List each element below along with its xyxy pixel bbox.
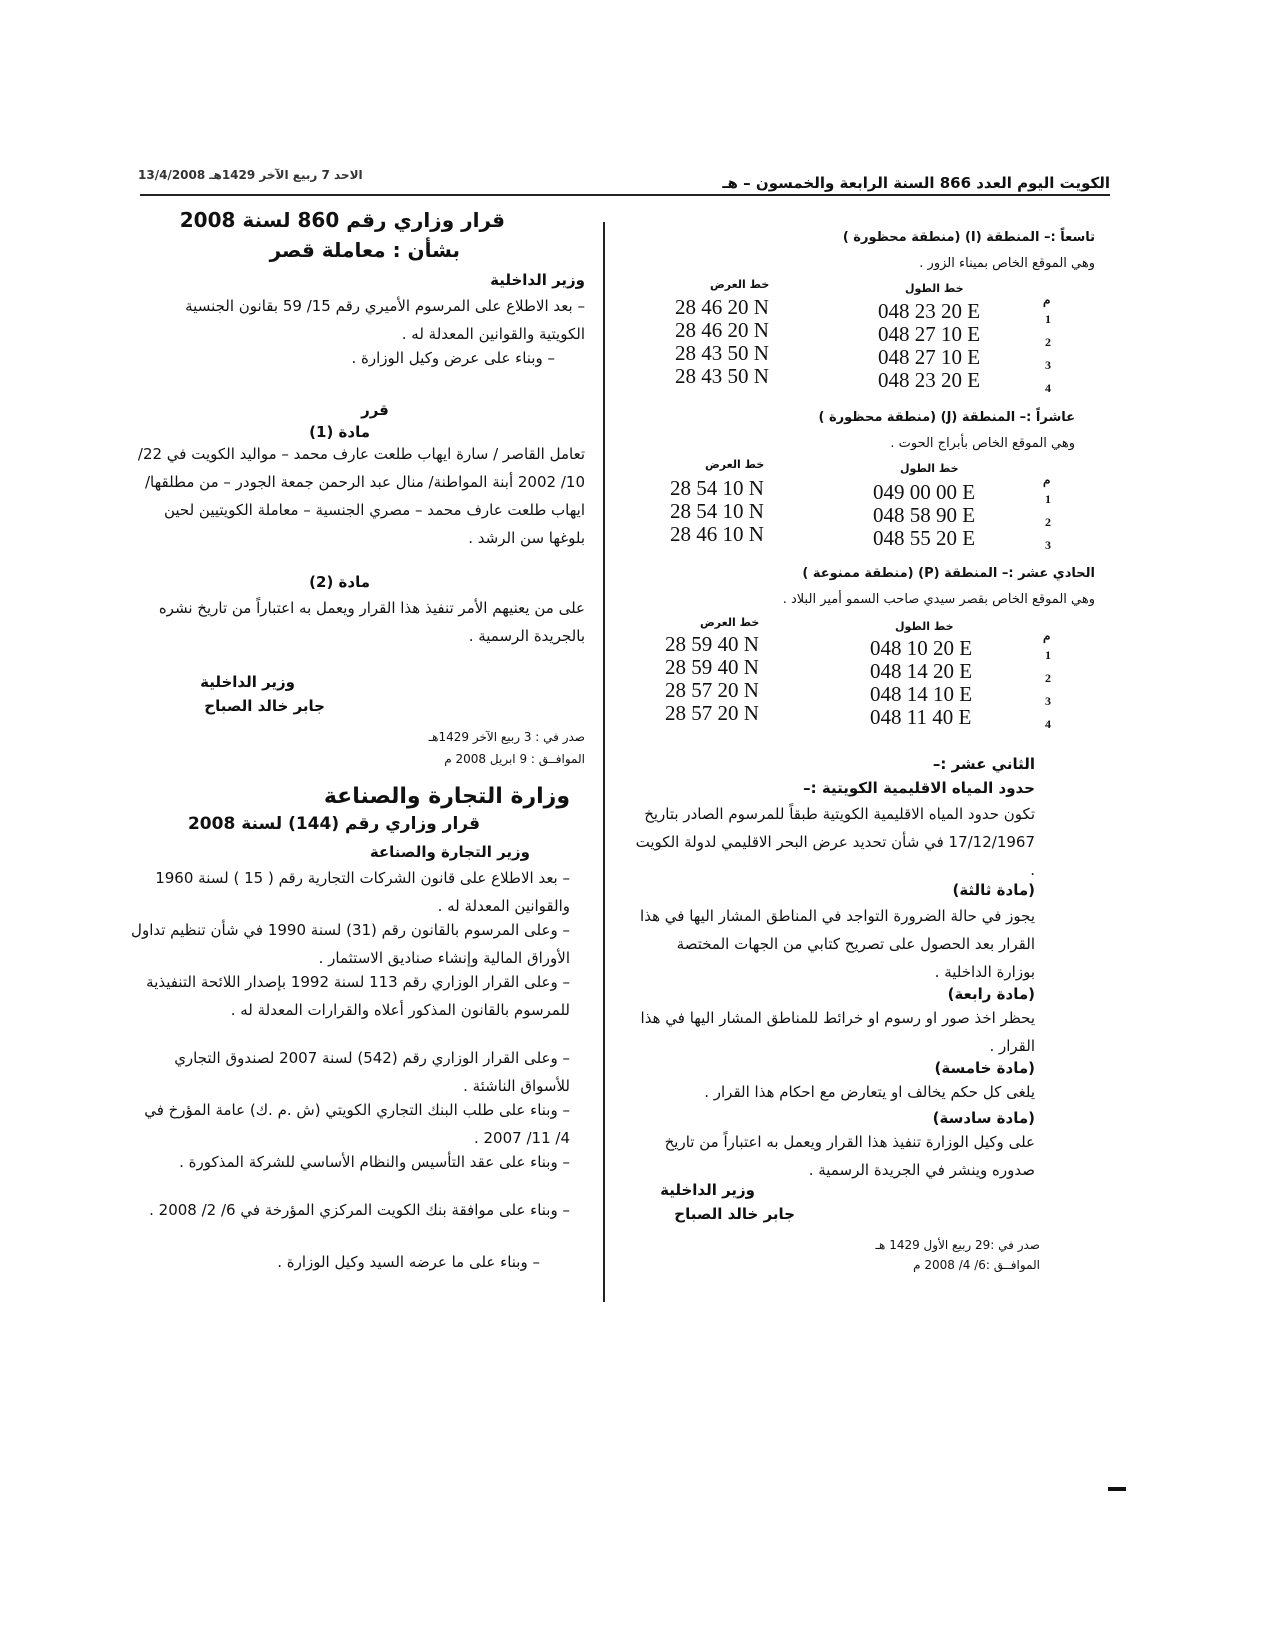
article-1-text: تعامل القاصر / سارة ايهاب طلعت عارف محمد – مواليد الكويت في 22/ 10/ 2002 أبنة المواطنة/ منال عبد الرحمن جمعة الجودر – من مطلقها/ ايهاب طلعت عارف محمد – مصري الجنسية – معاملة الكويتيين لحين بلوغها سن الرشد .: [137, 445, 585, 547]
decree-144-preamble: – وعلى المرسوم بالقانون رقم (31) لسنة 1990 في شأن تنظيم تداول الأوراق المالية وإنشاء صناديق الاستثمار .: [131, 921, 570, 967]
right-issued-date: صدر في :29 ربيع الأول 1429 هـ: [875, 1238, 1040, 1252]
zone-p-lon-head: خط الطول: [895, 620, 954, 633]
decree-144-preamble: – وبناء على ما عرضه السيد وكيل الوزارة .: [277, 1253, 540, 1271]
header-right: الكويت اليوم العدد 866 السنة الرابعة والخمسون – هـ: [722, 174, 1110, 192]
decided-label: قرر: [361, 401, 389, 419]
zone-i-row-lat: 28 46 20 N: [675, 318, 769, 342]
zone-i-row-lat: 28 43 50 N: [675, 341, 769, 365]
zone-p-row-lat: 28 57 20 N: [665, 701, 759, 725]
zone-i-row-lat: 28 46 20 N: [675, 295, 769, 319]
zone-j-lat-head: خط العرض: [705, 458, 765, 471]
zone-j-idx-head: م: [1043, 473, 1051, 487]
zone-p-idx-head: م: [1043, 629, 1051, 643]
zone-i-row-lon: 048 23 20 E: [878, 299, 981, 323]
zone-j-row-lat: 28 46 10 N: [670, 522, 764, 546]
right-corresponding-date: الموافــق :6/ 4/ 2008 م: [913, 1258, 1040, 1272]
zone-p-subtitle: وهي الموقع الخاص بقصر سيدي صاحب السمو أمير البلاد .: [782, 592, 1095, 607]
zone-i-row-lat: 28 43 50 N: [675, 364, 769, 388]
zone-p-row-lon: 048 14 10 E: [870, 682, 973, 706]
zone-i-row-lon: 048 27 10 E: [878, 322, 981, 346]
left-minister-label: وزير الداخلية: [490, 271, 585, 289]
page-mark: [1108, 1487, 1126, 1491]
decree-144-preamble: – وبناء على طلب البنك التجاري الكويتي (ش .م .ك) عامة المؤرخ في 4/ 11/ 2007 .: [144, 1101, 570, 1147]
zone-p-row-lat: 28 57 20 N: [665, 678, 759, 702]
decree-860-preamble: – بعد الاطلاع على المرسوم الأميري رقم 15/ 59 بقانون الجنسية الكويتية والقوانين المعدلة له .: [185, 297, 585, 343]
zone-i-subtitle: وهي الموقع الخاص بميناء الزور .: [919, 256, 1095, 271]
header-left: الاحد 7 ربيع الآخر 1429هـ 13/4/2008: [138, 168, 363, 182]
article-5-text: يلغى كل حكم يخالف او يتعارض مع احكام هذا القرار .: [704, 1083, 1035, 1101]
left-signature-title: وزير الداخلية: [200, 673, 295, 691]
zone-p-row-index: 1: [1045, 648, 1051, 662]
twelfth-subtitle: حدود المياه الاقليمية الكويتية :–: [803, 779, 1035, 797]
zone-p-row-index: 2: [1045, 671, 1051, 685]
decree-144-preamble: – وبناء على عقد التأسيس والنظام الأساسي للشركة المذكورة .: [179, 1153, 570, 1171]
article-5-title: (مادة خامسة): [934, 1059, 1035, 1077]
article-2-text: على من يعنيهم الأمر تنفيذ هذا القرار ويعمل به اعتباراً من تاريخ نشره بالجريدة الرسمية .: [158, 599, 585, 645]
zone-i-lat-head: خط العرض: [710, 278, 770, 291]
twelfth-title: الثاني عشر :–: [932, 755, 1035, 773]
left-signature-name: جابر خالد الصباح: [204, 697, 325, 715]
zone-p-title: الحادي عشر :– المنطقة (P) (منطقة ممنوعة ): [802, 566, 1095, 581]
zone-j-title: عاشراً :– المنطقة (J) (منطقة محظورة ): [818, 410, 1075, 425]
decree-860-subject: بشأن : معاملة قصر: [269, 238, 460, 262]
article-6-text: على وكيل الوزارة تنفيذ هذا القرار ويعمل به اعتباراً من تاريخ صدوره وينشر في الجريدة الرسمية .: [664, 1133, 1035, 1179]
column-divider: [603, 222, 605, 1302]
zone-j-row-index: 2: [1045, 515, 1051, 529]
zone-j-lon-head: خط الطول: [900, 462, 959, 475]
zone-j-row-lon: 048 58 90 E: [873, 503, 976, 527]
zone-i-row-lon: 048 23 20 E: [878, 368, 981, 392]
header-rule: [140, 194, 1110, 196]
article-4-title: (مادة رابعة): [947, 985, 1035, 1003]
decree-860-title: قرار وزاري رقم 860 لسنة 2008: [179, 208, 505, 232]
zone-j-subtitle: وهي الموقع الخاص بأبراج الحوت .: [890, 436, 1075, 451]
minister-commerce-label: وزير التجارة والصناعة: [369, 843, 530, 861]
zone-p-row-index: 4: [1045, 717, 1051, 731]
article-2-title: مادة (2): [309, 573, 370, 591]
zone-p-lat-head: خط العرض: [700, 616, 760, 629]
zone-i-title: تاسعاً :– المنطقة (I) (منطقة محظورة ): [842, 230, 1095, 245]
zone-p-row-lon: 048 14 20 E: [870, 659, 973, 683]
zone-i-row-lon: 048 27 10 E: [878, 345, 981, 369]
twelfth-text: تكون حدود المياه الاقليمية الكويتية طبقاً للمرسوم الصادر بتاريخ 17/12/1967 في شأن تحديد عرض البحر الاقليمي لدولة الكويت .: [635, 805, 1035, 879]
zone-p-row-lon: 048 11 40 E: [870, 705, 972, 729]
zone-i-row-index: 4: [1045, 381, 1051, 395]
zone-j-row-lon: 049 00 00 E: [873, 480, 976, 504]
article-3-text: يجوز في حالة الضرورة التواجد في المناطق المشار اليها في هذا القرار بعد الحصول على تصريح كتابي من الجهات المختصة بوزارة الداخلية .: [640, 907, 1035, 981]
decree-144-preamble: – وعلى القرار الوزاري رقم (542) لسنة 2007 لصندوق التجاري للأسواق الناشئة .: [174, 1049, 570, 1095]
left-corresponding-date: الموافــق : 9 ابريل 2008 م: [444, 752, 585, 766]
zone-i-row-index: 3: [1045, 358, 1051, 372]
zone-j-row-lon: 048 55 20 E: [873, 526, 976, 550]
zone-p-row-lat: 28 59 40 N: [665, 655, 759, 679]
article-1-title: مادة (1): [309, 423, 370, 441]
article-4-text: يحظر اخذ صور او رسوم او خرائط للمناطق المشار اليها في هذا القرار .: [640, 1009, 1035, 1055]
zone-i-lon-head: خط الطول: [905, 282, 964, 295]
zone-p-row-lat: 28 59 40 N: [665, 632, 759, 656]
zone-p-row-lon: 048 10 20 E: [870, 636, 973, 660]
right-signature-name: جابر خالد الصباح: [674, 1205, 795, 1223]
left-issued-date: صدر في : 3 ربيع الآخر 1429هـ: [428, 730, 585, 744]
zone-i-row-index: 1: [1045, 312, 1051, 326]
zone-i-row-index: 2: [1045, 335, 1051, 349]
decree-144-title: قرار وزاري رقم (144) لسنة 2008: [187, 814, 480, 834]
ministry-title: وزارة التجارة والصناعة: [323, 784, 570, 809]
decree-144-preamble: – وعلى القرار الوزاري رقم 113 لسنة 1992 بإصدار اللائحة التنفيذية للمرسوم بالقانون المذكور أعلاه والقرارات المعدلة له .: [146, 973, 570, 1019]
decree-860-preamble: – وبناء على عرض وكيل الوزارة .: [351, 349, 555, 367]
zone-i-idx-head: م: [1043, 293, 1051, 307]
zone-p-row-index: 3: [1045, 694, 1051, 708]
right-signature-title: وزير الداخلية: [660, 1181, 755, 1199]
article-6-title: (مادة سادسة): [932, 1109, 1035, 1127]
zone-j-row-index: 3: [1045, 538, 1051, 552]
decree-144-preamble: – وبناء على موافقة بنك الكويت المركزي المؤرخة في 6/ 2/ 2008 .: [149, 1201, 570, 1219]
zone-j-row-lat: 28 54 10 N: [670, 476, 764, 500]
zone-j-row-index: 1: [1045, 492, 1051, 506]
article-3-title: (مادة ثالثة): [952, 881, 1035, 899]
zone-j-row-lat: 28 54 10 N: [670, 499, 764, 523]
decree-144-preamble: – بعد الاطلاع على قانون الشركات التجارية رقم ( 15 ) لسنة 1960 والقوانين المعدلة له .: [155, 869, 570, 915]
